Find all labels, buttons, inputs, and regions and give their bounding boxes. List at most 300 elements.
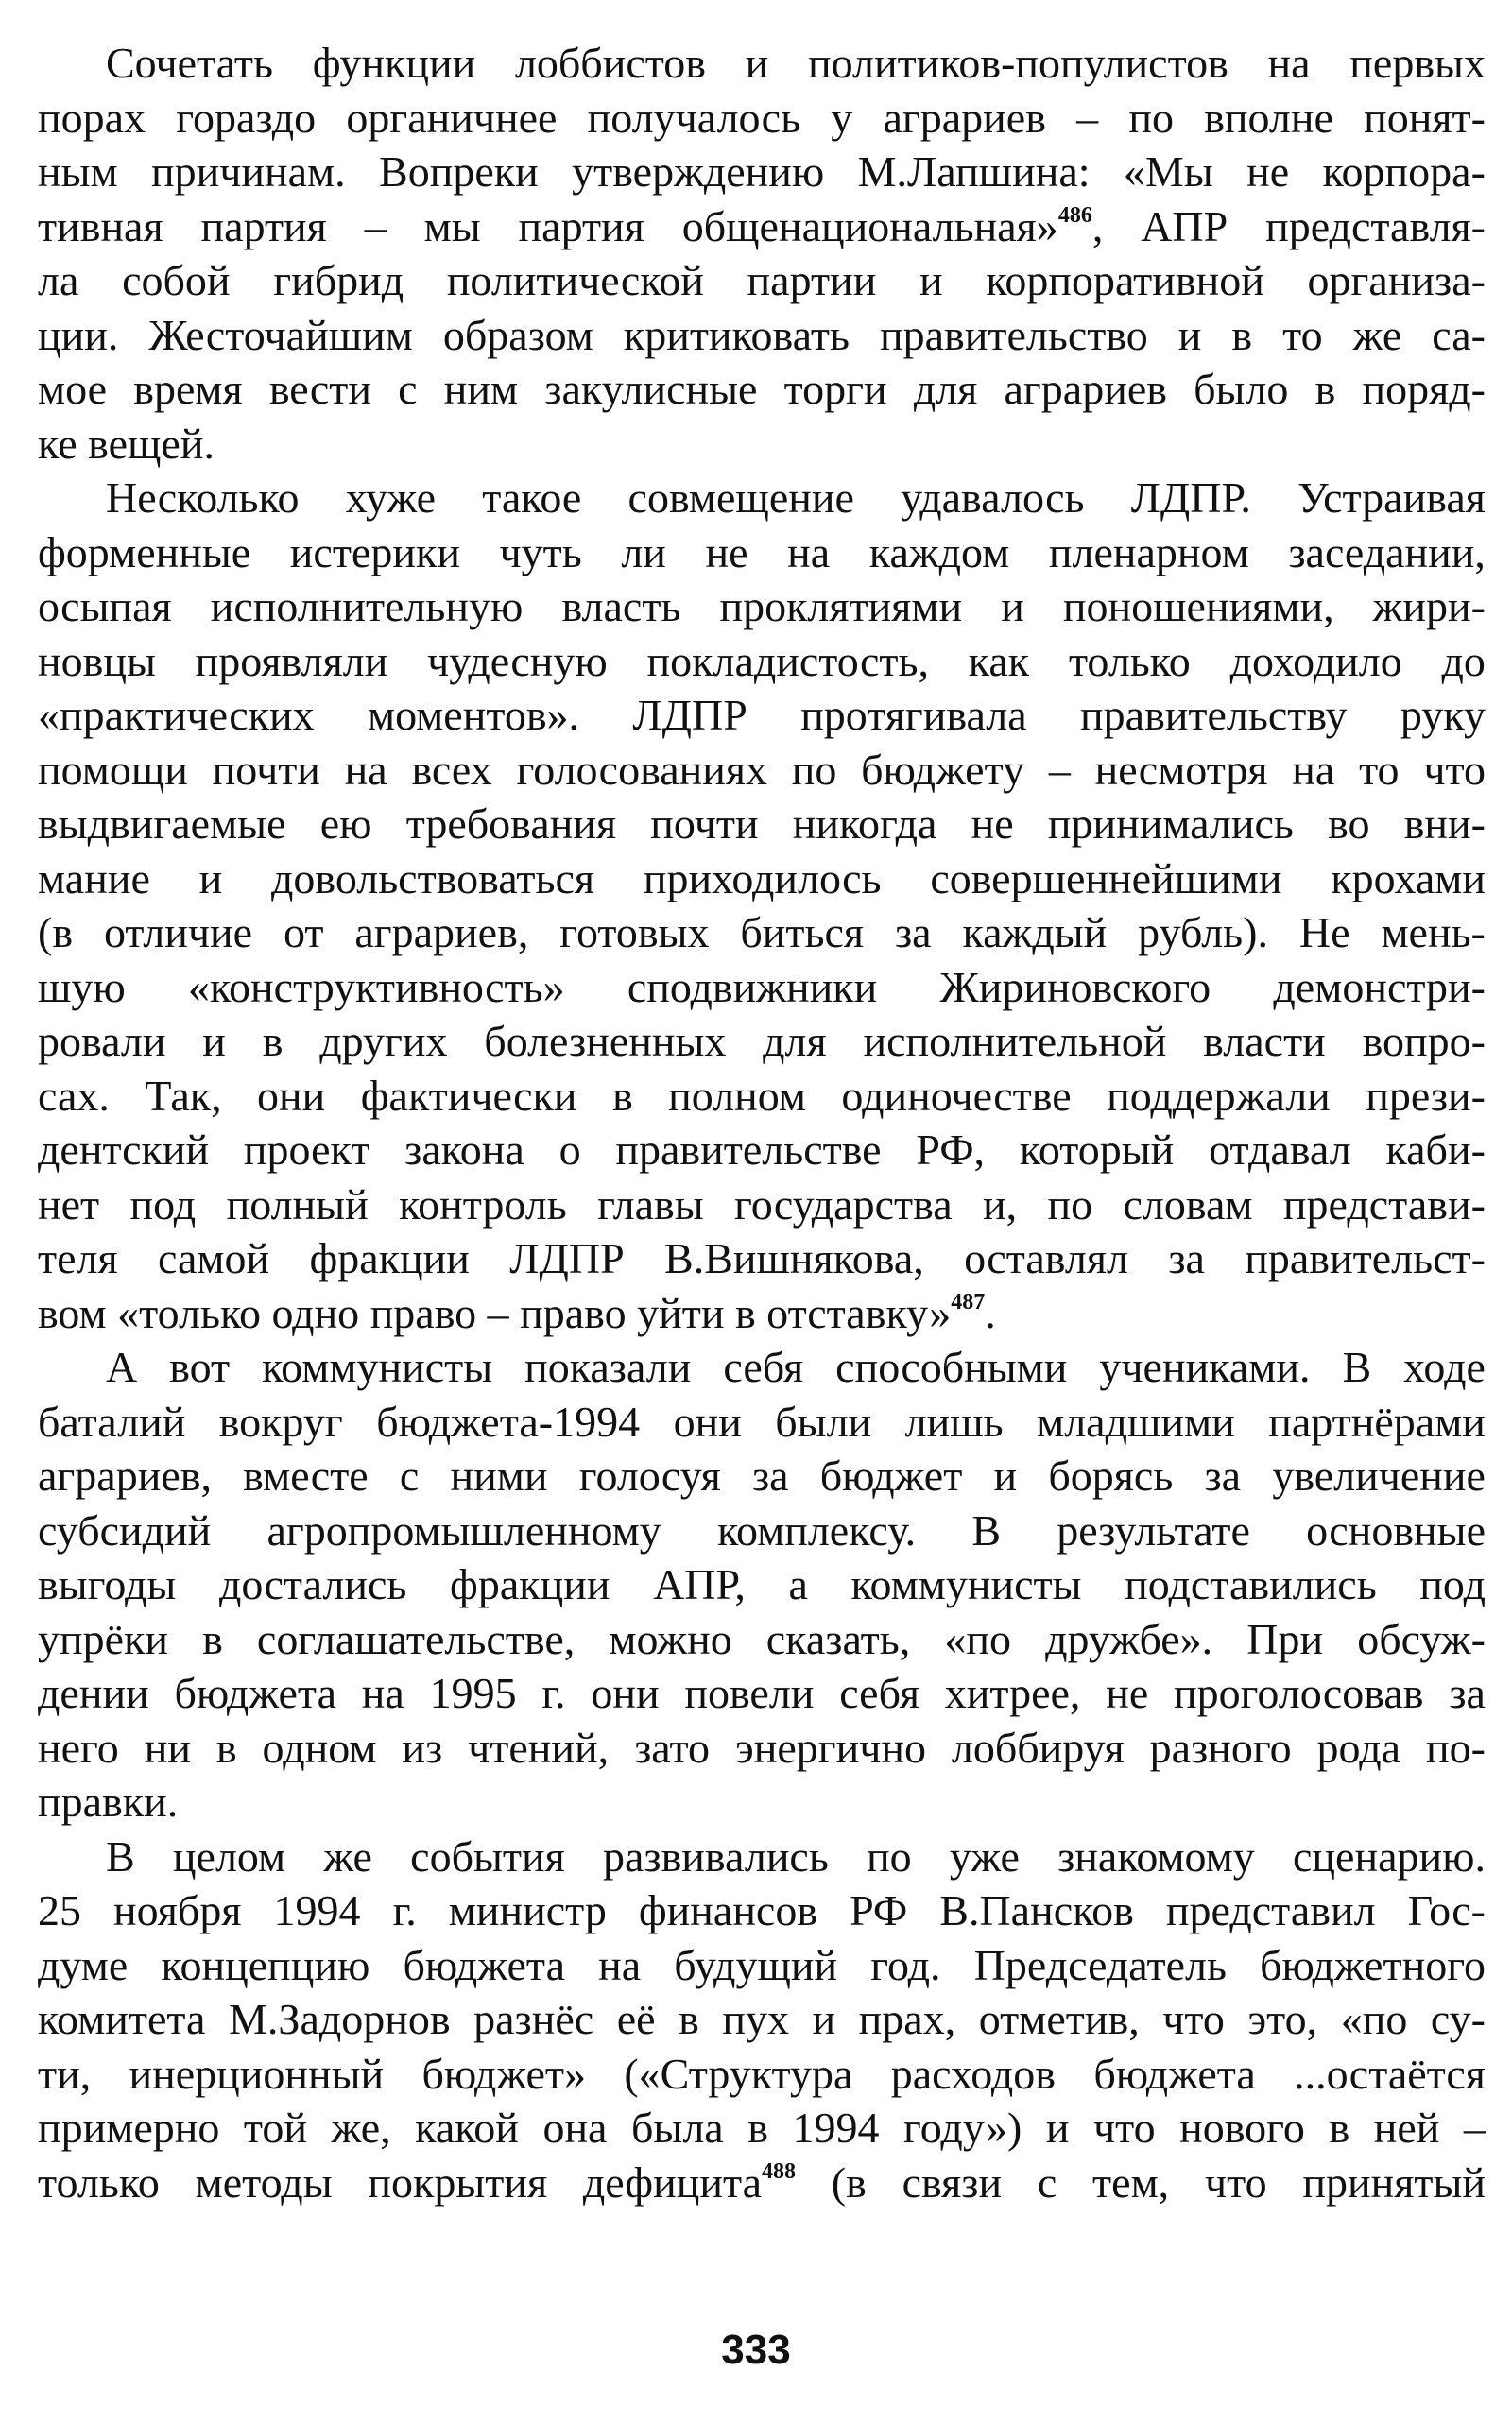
word: на bbox=[598, 1940, 642, 1989]
word: в bbox=[734, 1288, 756, 1337]
word: ЛДПР bbox=[509, 1234, 625, 1282]
word: рода bbox=[1316, 1723, 1401, 1772]
word: протягивала bbox=[800, 691, 1027, 739]
word: почти bbox=[650, 799, 759, 848]
word: они bbox=[257, 1071, 326, 1120]
word: «по bbox=[944, 1614, 1011, 1663]
word: принятый bbox=[1302, 2157, 1486, 2207]
word: всех bbox=[411, 745, 492, 794]
word: энергично bbox=[734, 1723, 926, 1772]
word: на bbox=[1267, 39, 1311, 87]
word: увеличение bbox=[1272, 1452, 1486, 1500]
word: контроль bbox=[399, 1179, 567, 1229]
word: других bbox=[319, 1017, 448, 1065]
word: развивались bbox=[603, 1831, 829, 1881]
word: хитрее, bbox=[944, 1669, 1081, 1717]
word: поношениями, bbox=[1062, 582, 1334, 630]
text-line bbox=[38, 2101, 1486, 2156]
word: самой bbox=[158, 1234, 270, 1282]
word: комплексу. bbox=[716, 1505, 917, 1555]
word: не bbox=[971, 799, 1014, 848]
word: мень- bbox=[1381, 908, 1486, 956]
word: новцы bbox=[38, 636, 156, 685]
word: утверждению bbox=[572, 147, 825, 196]
word: себя bbox=[839, 1669, 920, 1717]
word: и bbox=[1177, 310, 1202, 359]
word: министр bbox=[448, 1886, 607, 1934]
word: В bbox=[971, 1505, 1001, 1555]
text-line bbox=[38, 362, 1486, 417]
word: концепцию bbox=[161, 1940, 370, 1989]
word: (в bbox=[831, 2157, 867, 2207]
word: по bbox=[1128, 93, 1174, 142]
word: функции bbox=[312, 39, 476, 87]
word: право bbox=[520, 1288, 627, 1337]
word: ходе bbox=[1403, 1343, 1486, 1391]
word: с bbox=[1037, 2157, 1057, 2207]
word: принимались bbox=[1047, 799, 1294, 848]
word: ным bbox=[38, 147, 118, 196]
word: аграриев bbox=[883, 93, 1046, 142]
word: АПР bbox=[1141, 201, 1228, 250]
word: одно bbox=[271, 1288, 360, 1337]
text-line bbox=[38, 91, 1486, 146]
word: сах. bbox=[38, 1071, 110, 1120]
word: же bbox=[1352, 310, 1402, 359]
word: то bbox=[1359, 745, 1400, 794]
text-line bbox=[38, 1775, 1486, 1830]
word: закулисные bbox=[544, 365, 758, 413]
text-line bbox=[38, 1721, 1486, 1776]
word: от bbox=[283, 908, 324, 956]
word: биться bbox=[740, 908, 865, 956]
word: «по bbox=[1340, 1995, 1408, 2043]
word: под bbox=[129, 1179, 197, 1229]
word: удавалось bbox=[901, 473, 1085, 522]
word: закона bbox=[404, 1126, 524, 1174]
word: дефицита$^{488}$ bbox=[582, 2157, 797, 2207]
word: чтений, bbox=[468, 1723, 610, 1772]
word: каби- bbox=[1385, 1126, 1486, 1174]
word: порах bbox=[38, 93, 146, 142]
word: фракции bbox=[450, 1560, 610, 1608]
word: будущий bbox=[674, 1940, 838, 1989]
word: год. bbox=[870, 1940, 941, 1989]
word: При bbox=[1246, 1614, 1324, 1663]
word: представля- bbox=[1265, 201, 1486, 250]
word: бюджета-1994 bbox=[376, 1397, 641, 1446]
word: по bbox=[791, 745, 837, 794]
word: в bbox=[1314, 365, 1336, 413]
word: что bbox=[1092, 2104, 1156, 2152]
word: покрытия bbox=[368, 2157, 548, 2207]
word: одном bbox=[262, 1723, 377, 1772]
word: в bbox=[262, 1017, 284, 1065]
word: на bbox=[344, 745, 387, 794]
word: лишь bbox=[904, 1397, 1004, 1446]
word: финансов bbox=[638, 1886, 818, 1934]
word: исполнительной bbox=[863, 1017, 1167, 1065]
text-line bbox=[38, 634, 1486, 689]
word: «только bbox=[117, 1288, 261, 1337]
word: мание bbox=[38, 853, 150, 902]
word: су- bbox=[1430, 1995, 1486, 2043]
word: Устраивая bbox=[1297, 473, 1486, 522]
word: она bbox=[542, 2104, 608, 2152]
text-line bbox=[38, 1286, 1486, 1341]
word: выгоды bbox=[38, 1560, 177, 1608]
word: торги bbox=[783, 365, 887, 413]
word: для bbox=[913, 365, 978, 413]
word: каждый bbox=[962, 908, 1108, 956]
word: это, bbox=[1247, 1995, 1318, 2043]
text-line bbox=[38, 1883, 1486, 1938]
word: какой bbox=[415, 2104, 519, 2152]
word: нет bbox=[38, 1179, 100, 1229]
word: никогда bbox=[792, 799, 937, 848]
text-line bbox=[38, 797, 1486, 851]
word: дружбе». bbox=[1045, 1614, 1213, 1663]
word: получалось bbox=[587, 93, 801, 142]
word: власти bbox=[1203, 1017, 1326, 1065]
footnote-marker: 486 bbox=[1057, 202, 1092, 228]
word: – bbox=[1076, 93, 1099, 142]
word: аграриев, bbox=[38, 1452, 212, 1500]
word: вполне bbox=[1204, 93, 1333, 142]
word: бюджета bbox=[403, 1940, 565, 1989]
word: поряд- bbox=[1362, 365, 1486, 413]
word: поддержали bbox=[1107, 1071, 1331, 1120]
word: Несколько bbox=[106, 473, 300, 522]
word: комитета bbox=[38, 1995, 206, 2043]
word: результате bbox=[1057, 1505, 1250, 1555]
word: Сочетать bbox=[106, 39, 274, 87]
word: помощи bbox=[38, 745, 188, 794]
word: форменные bbox=[38, 527, 251, 576]
word: Гос- bbox=[1407, 1886, 1486, 1934]
word: осыпая bbox=[38, 582, 172, 630]
word: бюджета bbox=[174, 1669, 336, 1717]
word: бюджетного bbox=[1260, 1940, 1486, 1989]
word: инерционный bbox=[129, 2049, 385, 2098]
word: оставлял bbox=[964, 1234, 1128, 1282]
text-line bbox=[38, 743, 1486, 798]
word: РФ, bbox=[916, 1126, 986, 1174]
word: себя bbox=[723, 1343, 804, 1391]
word: уйти bbox=[637, 1288, 725, 1337]
word: демонстри- bbox=[1273, 962, 1486, 1011]
word: В.Пансков bbox=[939, 1886, 1134, 1934]
word: бюджета bbox=[1093, 2049, 1256, 2098]
word: «Мы bbox=[1123, 147, 1213, 196]
word: году») bbox=[903, 2104, 1022, 2152]
word: младшими bbox=[1037, 1397, 1235, 1446]
word: той bbox=[243, 2104, 308, 2152]
text-line bbox=[38, 1830, 1486, 1884]
word: вопро- bbox=[1362, 1017, 1486, 1065]
word: готовых bbox=[559, 908, 710, 956]
word: политической bbox=[446, 256, 704, 304]
word: ти, bbox=[38, 2049, 92, 2098]
word: хуже bbox=[345, 473, 437, 522]
word: они bbox=[591, 1669, 660, 1717]
word: ноября bbox=[113, 1886, 242, 1934]
text-line bbox=[38, 308, 1486, 363]
word: ...остаётся bbox=[1294, 2049, 1486, 2098]
word: вом bbox=[38, 1288, 107, 1337]
word: и bbox=[202, 1017, 226, 1065]
word: расходов bbox=[890, 2049, 1057, 2098]
word: словам bbox=[1123, 1179, 1253, 1229]
word: ровали bbox=[38, 1017, 166, 1065]
word: отличие bbox=[103, 908, 253, 956]
word: на bbox=[1292, 745, 1335, 794]
word: аграриев, bbox=[354, 908, 529, 956]
word: в bbox=[1231, 310, 1253, 359]
word: Не bbox=[1298, 908, 1350, 956]
word: её bbox=[616, 1995, 656, 2043]
word: сказать, bbox=[765, 1614, 911, 1663]
text-line bbox=[38, 905, 1486, 960]
word: за bbox=[1168, 1234, 1205, 1282]
word: отметив, bbox=[978, 1995, 1140, 2043]
word: покладистость, bbox=[646, 636, 929, 685]
word: образом bbox=[442, 310, 593, 359]
word: г. bbox=[541, 1669, 566, 1717]
word: проголосовав bbox=[1174, 1669, 1424, 1717]
word: органичнее bbox=[346, 93, 558, 142]
word: и bbox=[1045, 2104, 1070, 2152]
word: В bbox=[106, 1831, 135, 1881]
text-line bbox=[38, 36, 1486, 91]
word: только bbox=[38, 2157, 160, 2207]
text-line bbox=[38, 1395, 1486, 1450]
text-line bbox=[38, 525, 1486, 580]
word: главы bbox=[597, 1179, 704, 1229]
word: прези- bbox=[1366, 1071, 1486, 1120]
word: – bbox=[1463, 2104, 1486, 2152]
word: и bbox=[993, 1452, 1018, 1500]
text-line bbox=[38, 145, 1486, 199]
word: ней bbox=[1373, 2104, 1440, 2152]
word: ли bbox=[621, 527, 666, 576]
word: корпора- bbox=[1322, 147, 1486, 196]
text-line bbox=[38, 2047, 1486, 2102]
text-line bbox=[38, 417, 1486, 472]
word: представил bbox=[1165, 1886, 1376, 1934]
word: гибрид bbox=[273, 256, 404, 304]
word: и bbox=[1001, 582, 1024, 630]
word: дении bbox=[38, 1669, 149, 1717]
word: вести bbox=[268, 365, 371, 413]
word: такое bbox=[482, 473, 582, 522]
word: аграриев bbox=[1004, 365, 1167, 413]
word: во bbox=[1328, 799, 1370, 848]
word: власть bbox=[561, 582, 681, 630]
word: мы bbox=[423, 201, 481, 250]
word: агропромышленному bbox=[266, 1505, 662, 1555]
word: баталий bbox=[38, 1397, 186, 1446]
word: полный bbox=[226, 1179, 369, 1229]
word: же, bbox=[331, 2104, 391, 2152]
word: разного bbox=[1149, 1723, 1292, 1772]
word: партия bbox=[518, 201, 644, 250]
word: и bbox=[812, 1995, 836, 2043]
word: думе bbox=[38, 1940, 129, 1989]
word: коммунисты bbox=[262, 1343, 493, 1391]
word: методы bbox=[195, 2157, 333, 2207]
word: гораздо bbox=[176, 93, 317, 142]
text-line bbox=[38, 1231, 1486, 1286]
word: в bbox=[747, 2104, 768, 2152]
word: что bbox=[1423, 745, 1486, 794]
word: у bbox=[831, 93, 853, 142]
word: для bbox=[763, 1017, 827, 1065]
word: (в bbox=[38, 908, 74, 956]
word: то bbox=[1282, 310, 1323, 359]
word: голосуя bbox=[578, 1452, 721, 1500]
word: с bbox=[398, 365, 418, 413]
word: связи bbox=[902, 2157, 1003, 2207]
word: Жесточайшим bbox=[148, 310, 413, 359]
word: са- bbox=[1432, 310, 1486, 359]
word: в bbox=[202, 1614, 223, 1663]
word: зато bbox=[634, 1723, 711, 1772]
text-line bbox=[38, 688, 1486, 743]
word: что bbox=[1162, 1995, 1225, 2043]
text-line bbox=[38, 1612, 1486, 1667]
word: правительстве bbox=[615, 1126, 882, 1174]
text-line bbox=[38, 1666, 1486, 1721]
word: 25 bbox=[38, 1886, 81, 1934]
word: о bbox=[558, 1126, 581, 1174]
word: пленарном bbox=[1048, 527, 1249, 576]
word: каждом bbox=[868, 527, 1010, 576]
word: Жириновского bbox=[939, 962, 1211, 1011]
word: на bbox=[361, 1669, 404, 1717]
word: по- bbox=[1425, 1723, 1486, 1772]
text-line bbox=[38, 1340, 1486, 1395]
word: одиночестве bbox=[841, 1071, 1072, 1120]
word: ею bbox=[319, 799, 372, 848]
word: бюджет bbox=[819, 1452, 963, 1500]
text-line bbox=[38, 1504, 1486, 1558]
word: несмотря bbox=[1094, 745, 1268, 794]
word: ЛДПР. bbox=[1130, 473, 1251, 522]
word: под bbox=[1419, 1560, 1486, 1608]
word: с bbox=[399, 1452, 420, 1500]
word: государства bbox=[733, 1179, 953, 1229]
word: политиков-популистов bbox=[808, 39, 1228, 87]
word: голосованиях bbox=[516, 745, 768, 794]
word: первых bbox=[1349, 39, 1486, 87]
word: исполнительную bbox=[210, 582, 524, 630]
word: показали bbox=[524, 1343, 692, 1391]
word: довольствоваться bbox=[271, 853, 595, 902]
word: было bbox=[1194, 365, 1289, 413]
footnote-marker: 488 bbox=[762, 2158, 797, 2184]
word: ним bbox=[443, 365, 519, 413]
word: («Структура bbox=[624, 2049, 853, 2098]
word: жири- bbox=[1372, 582, 1486, 630]
text-line bbox=[38, 471, 1486, 525]
text-line bbox=[38, 579, 1486, 634]
text-line bbox=[38, 960, 1486, 1015]
word: фактически bbox=[360, 1071, 577, 1120]
word: почти bbox=[212, 745, 320, 794]
word: ни bbox=[144, 1723, 191, 1772]
word: прах, bbox=[858, 1995, 956, 2043]
word: целом bbox=[172, 1831, 286, 1881]
word: в bbox=[1329, 2104, 1350, 2152]
word: из bbox=[402, 1723, 443, 1772]
word: совершеннейшими bbox=[930, 853, 1282, 902]
book-page-text bbox=[38, 36, 1486, 2209]
word: истерики bbox=[289, 527, 460, 576]
word: основные bbox=[1306, 1505, 1486, 1555]
text-line bbox=[38, 1069, 1486, 1124]
word: и bbox=[919, 256, 943, 304]
word: в bbox=[611, 1071, 633, 1120]
word: теля bbox=[38, 1234, 118, 1282]
word: собой bbox=[122, 256, 231, 304]
word: подставились bbox=[1125, 1560, 1377, 1608]
word: проклятиями bbox=[719, 582, 963, 630]
word: как bbox=[968, 636, 1030, 685]
word: него bbox=[38, 1723, 119, 1772]
word: дентский bbox=[38, 1126, 210, 1174]
word: соглашательстве, bbox=[256, 1614, 576, 1663]
word: до bbox=[1441, 636, 1486, 685]
word: доходило bbox=[1229, 636, 1402, 685]
word: проявляли bbox=[195, 636, 388, 685]
word: совмещение bbox=[627, 473, 854, 522]
text-line bbox=[38, 1992, 1486, 2047]
word: а bbox=[788, 1560, 808, 1608]
word: борясь bbox=[1048, 1452, 1174, 1500]
word: проект bbox=[243, 1126, 370, 1174]
word: право bbox=[369, 1288, 477, 1337]
text-line bbox=[38, 1449, 1486, 1504]
word: что bbox=[1204, 2157, 1267, 2207]
word: разнёс bbox=[473, 1995, 594, 2043]
word: вокруг bbox=[218, 1397, 343, 1446]
word: приходилось bbox=[643, 853, 882, 902]
word: Вопреки bbox=[379, 147, 539, 196]
text-line bbox=[38, 2156, 1486, 2210]
word: вещей. bbox=[88, 419, 215, 468]
text-line bbox=[38, 1014, 1486, 1069]
word: время bbox=[133, 365, 243, 413]
word: не bbox=[1106, 1669, 1149, 1717]
word: по bbox=[1047, 1179, 1093, 1229]
word: и bbox=[745, 39, 769, 87]
word: критиковать bbox=[623, 310, 850, 359]
word: сценарию. bbox=[1293, 1831, 1486, 1881]
word: М.Лапшина: bbox=[857, 147, 1091, 196]
word: организа- bbox=[1307, 256, 1486, 304]
word: были bbox=[775, 1397, 872, 1446]
word: АПР, bbox=[653, 1560, 746, 1608]
text-line bbox=[38, 1177, 1486, 1232]
text-line bbox=[38, 253, 1486, 308]
text-line bbox=[38, 1557, 1486, 1612]
word: Так, bbox=[145, 1071, 222, 1120]
word: ними bbox=[450, 1452, 548, 1500]
word: 1994 bbox=[273, 1886, 361, 1934]
word: 1995 bbox=[429, 1669, 517, 1717]
word: тем, bbox=[1092, 2157, 1170, 2207]
